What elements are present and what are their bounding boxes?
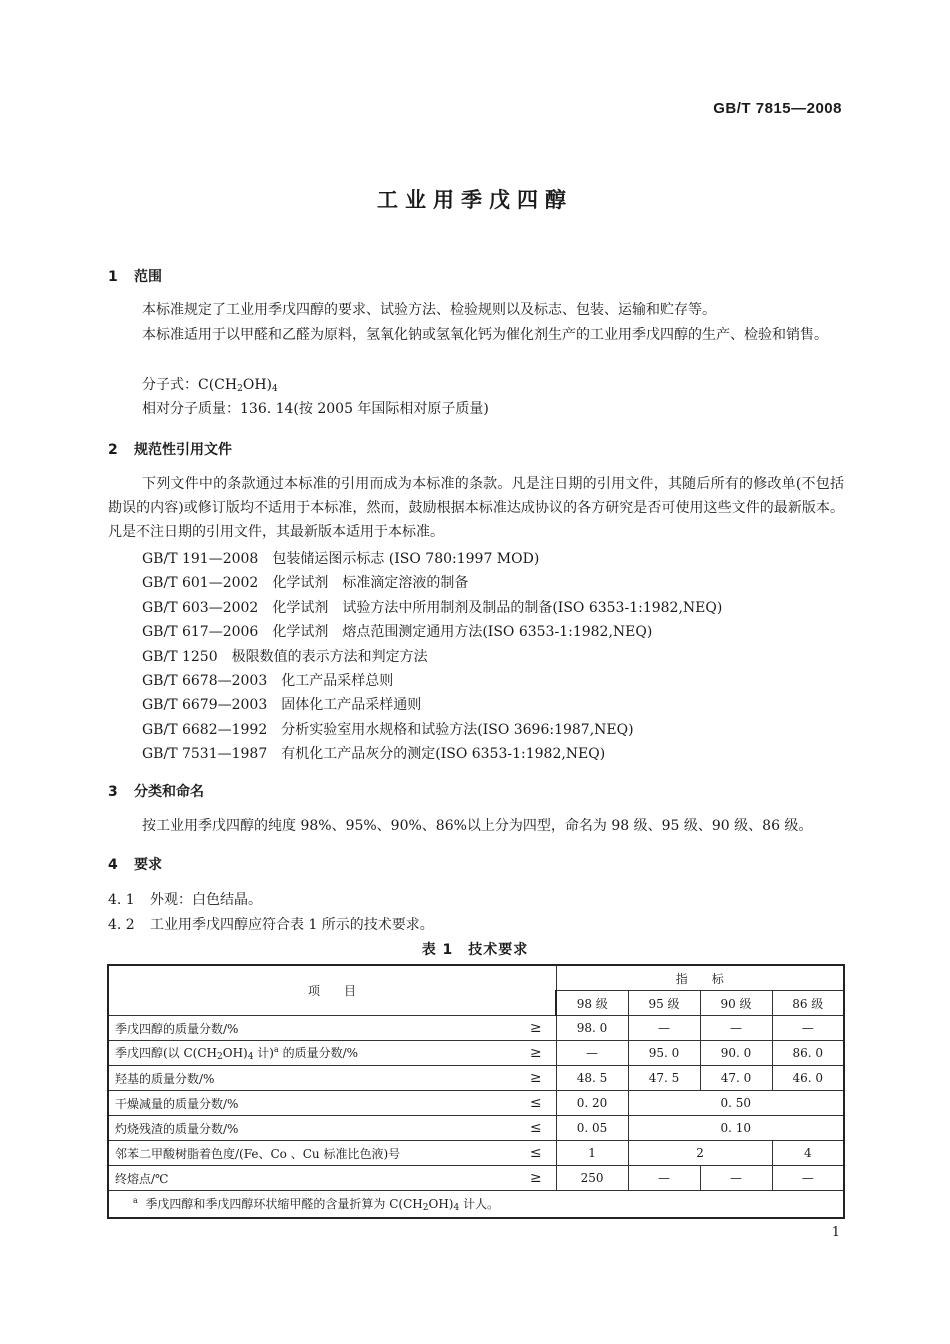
row-value: —: [628, 1016, 700, 1041]
table-row: [108, 1091, 844, 1116]
grade-header: 86 级: [772, 991, 844, 1016]
row-value: 0. 20: [556, 1091, 628, 1116]
table-row: [108, 1141, 844, 1166]
row-item: 季戊四醇(以 $C(CH_2OH)_4$ 计)$^a$ 的质量分数/%: [108, 1041, 516, 1066]
reference-item: GB/T 603—2002 化学试剂 试验方法中所用制剂及制品的制备(ISO 6353-1:1982,NEQ): [142, 600, 723, 616]
reference-item: GB/T 7531—1987 有机化工产品灰分的测定(ISO 6353-1:1982,NEQ): [142, 746, 606, 762]
row-symbol: ≥: [516, 1016, 556, 1041]
row-value: 47. 5: [628, 1066, 700, 1091]
row-value: 98. 0: [556, 1016, 628, 1041]
reference-item: GB/T 1250 极限数值的表示方法和判定方法: [142, 649, 428, 665]
row-item: 灼烧残渣的质量分数/%: [108, 1116, 516, 1141]
section-2-heading: 2 规范性引用文件: [108, 442, 232, 458]
table-caption: 表 1 技术要求: [421, 942, 529, 958]
header-index: 指 标: [556, 965, 844, 991]
row-symbol: ≥: [516, 1166, 556, 1191]
row-value: 86. 0: [772, 1041, 844, 1066]
row-value: —: [556, 1041, 628, 1066]
row-symbol: ≥: [516, 1041, 556, 1066]
row-symbol: ≤: [516, 1141, 556, 1166]
row-symbol: ≤: [516, 1116, 556, 1141]
row-value: 250: [556, 1166, 628, 1191]
row-symbol: ≤: [516, 1091, 556, 1116]
page-title: 工业用季戊四醇: [377, 188, 573, 212]
row-symbol: ≥: [516, 1066, 556, 1091]
section-2-para-1: 下列文件中的条款通过本标准的引用而成为本标准的条款。凡是注日期的引用文件，其随后所有的修改单(不包括勘误的内容)或修订版均不适用于本标准，然而，鼓励根据本标准达成协议的各方研究是否可使用这些文件的最新版本。凡是不注日期的引用文件，其最新版本适用于本标准。: [108, 476, 844, 540]
clause-4-2: 4. 2 工业用季戊四醇应符合表 1 所示的技术要求。: [108, 917, 434, 933]
section-1-para-1: 本标准规定了工业用季戊四醇的要求、试验方法、检验规则以及标志、包装、运输和贮存等。: [142, 302, 716, 318]
reference-item: GB/T 6682—1992 分析实验室用水规格和试验方法(ISO 3696:1987,NEQ): [142, 722, 634, 738]
row-value: 4: [772, 1141, 844, 1166]
row-value: 0. 10: [628, 1116, 844, 1141]
molecular-formula: 分子式：$C(CH_2OH)_4$: [142, 377, 278, 394]
molecular-mass: 相对分子质量：136. 14(按 2005 年国际相对原子质量): [142, 401, 489, 417]
section-1-heading: 1 范围: [108, 269, 162, 285]
row-value: —: [700, 1016, 772, 1041]
reference-item: GB/T 601—2002 化学试剂 标准滴定溶液的制备: [142, 575, 469, 591]
page-number: 1: [831, 1225, 840, 1240]
table-row: [108, 1116, 844, 1141]
row-value: 0. 50: [628, 1091, 844, 1116]
row-value: 46. 0: [772, 1066, 844, 1091]
reference-item: GB/T 191—2008 包装储运图示标志 (ISO 780:1997 MOD): [142, 551, 540, 567]
reference-item: GB/T 6678—2003 化工产品采样总则: [142, 673, 394, 689]
table-row: [108, 1041, 844, 1066]
table-row: [108, 1166, 844, 1191]
row-value: —: [772, 1166, 844, 1191]
section-3-heading: 3 分类和命名: [108, 784, 204, 800]
row-value: —: [772, 1016, 844, 1041]
row-item: 终熔点/℃: [108, 1166, 516, 1191]
row-item: 干燥减量的质量分数/%: [108, 1091, 516, 1116]
row-value: 0. 05: [556, 1116, 628, 1141]
clause-4-1: 4. 1 外观：白色结晶。: [108, 892, 262, 908]
reference-item: GB/T 617—2006 化学试剂 熔点范围测定通用方法(ISO 6353-1:1982,NEQ): [142, 624, 653, 640]
table-row: [108, 1016, 844, 1041]
technical-requirements-table: [107, 964, 845, 1219]
row-value: 95. 0: [628, 1041, 700, 1066]
row-value: —: [700, 1166, 772, 1191]
table-footnote: $^a$ 季戊四醇和季戊四醇环状缩甲醛的含量折算为 $C(CH_2OH)_4$ 计人。: [108, 1191, 844, 1219]
section-4-heading: 4 要求: [108, 857, 162, 873]
row-value: 2: [628, 1141, 772, 1166]
row-value: 48. 5: [556, 1066, 628, 1091]
reference-item: GB/T 6679—2003 固体化工产品采样通则: [142, 697, 422, 713]
row-value: 47. 0: [700, 1066, 772, 1091]
grade-header: 95 级: [628, 991, 700, 1016]
row-value: —: [628, 1166, 700, 1191]
standard-code: GB/T 7815—2008: [713, 100, 842, 117]
row-value: 90. 0: [700, 1041, 772, 1066]
row-item: 羟基的质量分数/%: [108, 1066, 516, 1091]
header-item: 项 目: [108, 965, 556, 1016]
row-value: 1: [556, 1141, 628, 1166]
table-row: [108, 1066, 844, 1091]
section-1-para-2: 本标准适用于以甲醛和乙醛为原料，氢氧化钠或氢氧化钙为催化剂生产的工业用季戊四醇的生产、检验和销售。: [142, 327, 828, 343]
section-3-para-1: 按工业用季戊四醇的纯度 98%、95%、90%、86%以上分为四型，命名为 98 级、95 级、90 级、86 级。: [142, 818, 813, 834]
row-item: 季戊四醇的质量分数/%: [108, 1016, 516, 1041]
grade-header: 90 级: [700, 991, 772, 1016]
grade-header: 98 级: [556, 991, 628, 1016]
row-item: 邻苯二甲酸树脂着色度/(Fe、Co 、Cu 标准比色液)号: [108, 1141, 516, 1166]
